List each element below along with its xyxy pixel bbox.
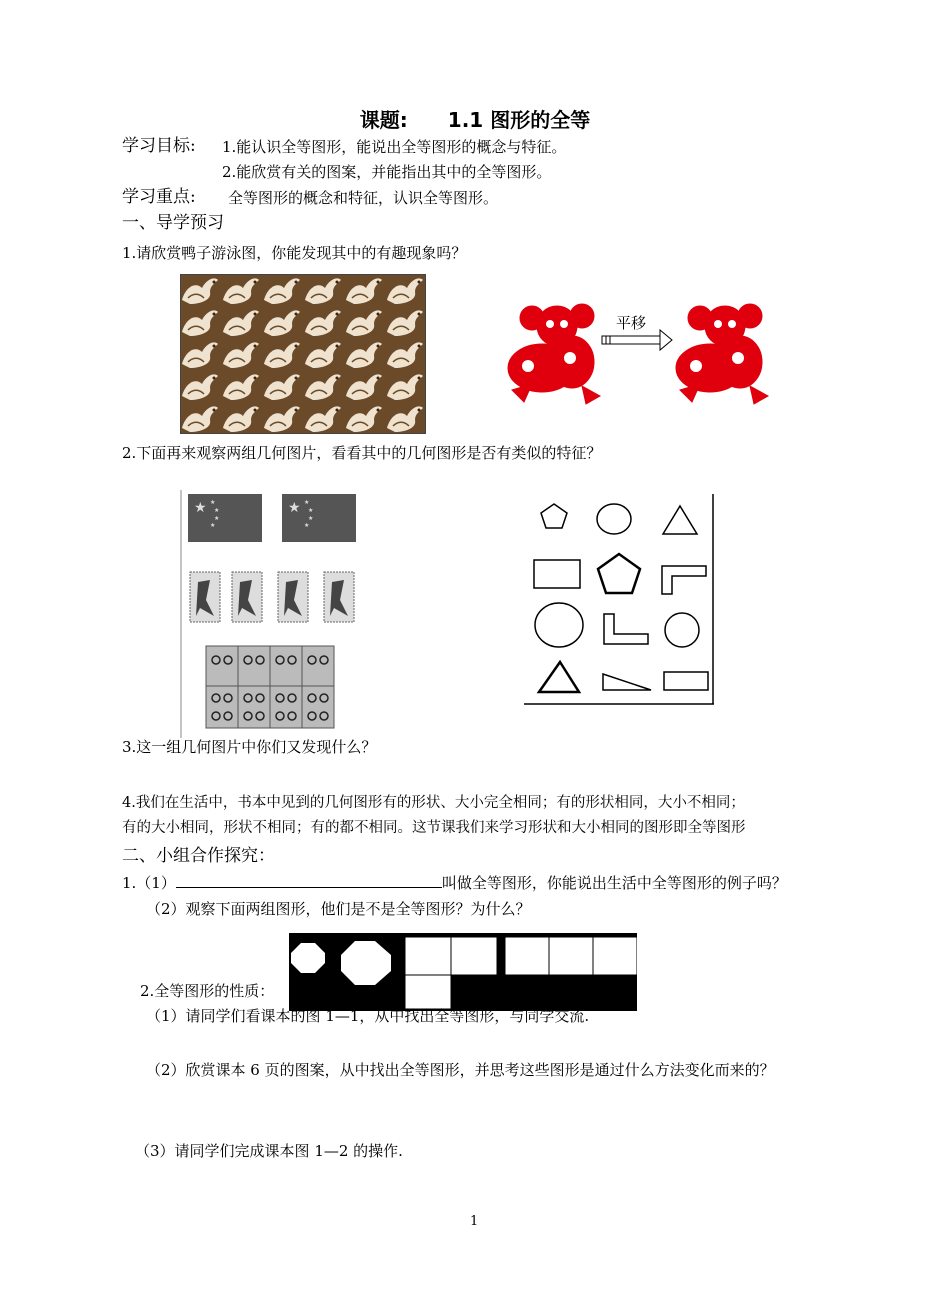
section2-heading: 二、小组合作探究： [122,846,275,866]
flag-left [188,494,262,542]
question-2: 2.下面再来观察两组几何图片，看看其中的几何图形是否有类似的特征？ [122,444,602,462]
rectangle-1 [534,560,580,588]
flag-right [282,494,356,542]
l-shape-1 [662,566,706,594]
small-circle [665,613,699,647]
square-a2 [451,937,497,975]
item-1-line [122,873,787,893]
papercut-translation-figure [502,296,792,408]
translate-label: 平移 [616,314,647,332]
small-pentagon [541,504,567,528]
svg-text:★: ★ [210,499,216,506]
item-2-sub-3: （3）请同学们完成课本图 1—2 的操作. [135,1142,403,1160]
small-ellipse [597,504,631,534]
svg-text:★: ★ [194,500,207,516]
square-a1 [405,937,451,975]
square-b1 [505,937,549,975]
item-2-label: 2.全等图形的性质： [140,982,275,1000]
page-number: 1 [470,1214,479,1229]
title-prefix: 课题: [359,108,408,132]
duck-tessellation-image [180,274,426,434]
key-points-label: 学习重点: [122,187,196,207]
congruent-photos-figure [180,490,368,738]
papercut-right [676,304,768,404]
objectives-label: 学习目标: [122,136,196,156]
svg-text:★: ★ [304,499,310,506]
right-triangle [603,674,651,690]
svg-text:★: ★ [214,515,220,522]
tile-pattern [206,646,334,728]
geometric-shapes-figure [524,494,716,706]
svg-text:★: ★ [210,522,216,529]
translate-arrow [602,330,672,350]
item-2-sub-2: （2）欣赏课本 6 页的图案，从中找出全等图形，并思考这些图形是通过什么方法变化而来的？ [146,1061,775,1079]
objective-2: 2.能欣赏有关的图案，并能指出其中的全等图形。 [222,163,552,181]
section1-heading: 一、导学预习 [122,213,224,233]
page-title [0,104,950,133]
square-a3 [405,975,451,1009]
item-2-sub-1: （1）请同学们看课本的图 1—1，从中找出全等图形，与同学交流. [146,1007,590,1025]
svg-text:★: ★ [308,507,314,514]
question-1: 1.请欣赏鸭子游泳图，你能发现其中的有趣现象吗？ [122,244,467,262]
question-4-line2: 有的大小相同，形状不相同；有的都不相同。这节课我们来学习形状和大小相同的图形即全等图形 [122,820,746,836]
square-b3 [593,937,637,975]
svg-text:★: ★ [288,500,301,516]
fill-in-blank[interactable] [176,873,442,888]
item-1-prefix: 1.（1） [122,874,176,892]
stamps [190,572,354,622]
congruence-comparison-figure [289,933,637,1011]
item-1-suffix: 叫做全等图形，你能说出生活中全等图形的例子吗？ [441,874,787,892]
square-b2 [549,937,593,975]
question-4-line1: 4.我们在生活中，书本中见到的几何图形有的形状、大小完全相同；有的形状相同，大小不相同； [122,795,745,811]
objective-1: 1.能认识全等图形，能说出全等图形的概念与特征。 [222,138,567,156]
svg-text:★: ★ [214,507,220,514]
large-circle [535,603,583,647]
svg-text:★: ★ [304,522,310,529]
svg-text:★: ★ [308,515,314,522]
key-points-text: 全等图形的概念和特征，认识全等图形。 [228,189,499,207]
triangle-top [663,506,697,534]
l-shape-2 [604,614,648,644]
papercut-left [508,304,600,404]
rectangle-2 [664,672,708,690]
large-pentagon [598,554,640,593]
item-1-sub-2: （2）观察下面两组图形，他们是不是全等图形？为什么？ [146,900,531,918]
title-main: 1.1 图形的全等 [447,108,591,132]
triangle-bottom [539,662,579,692]
question-3: 3.这一组几何图片中你们又发现什么？ [122,738,377,756]
